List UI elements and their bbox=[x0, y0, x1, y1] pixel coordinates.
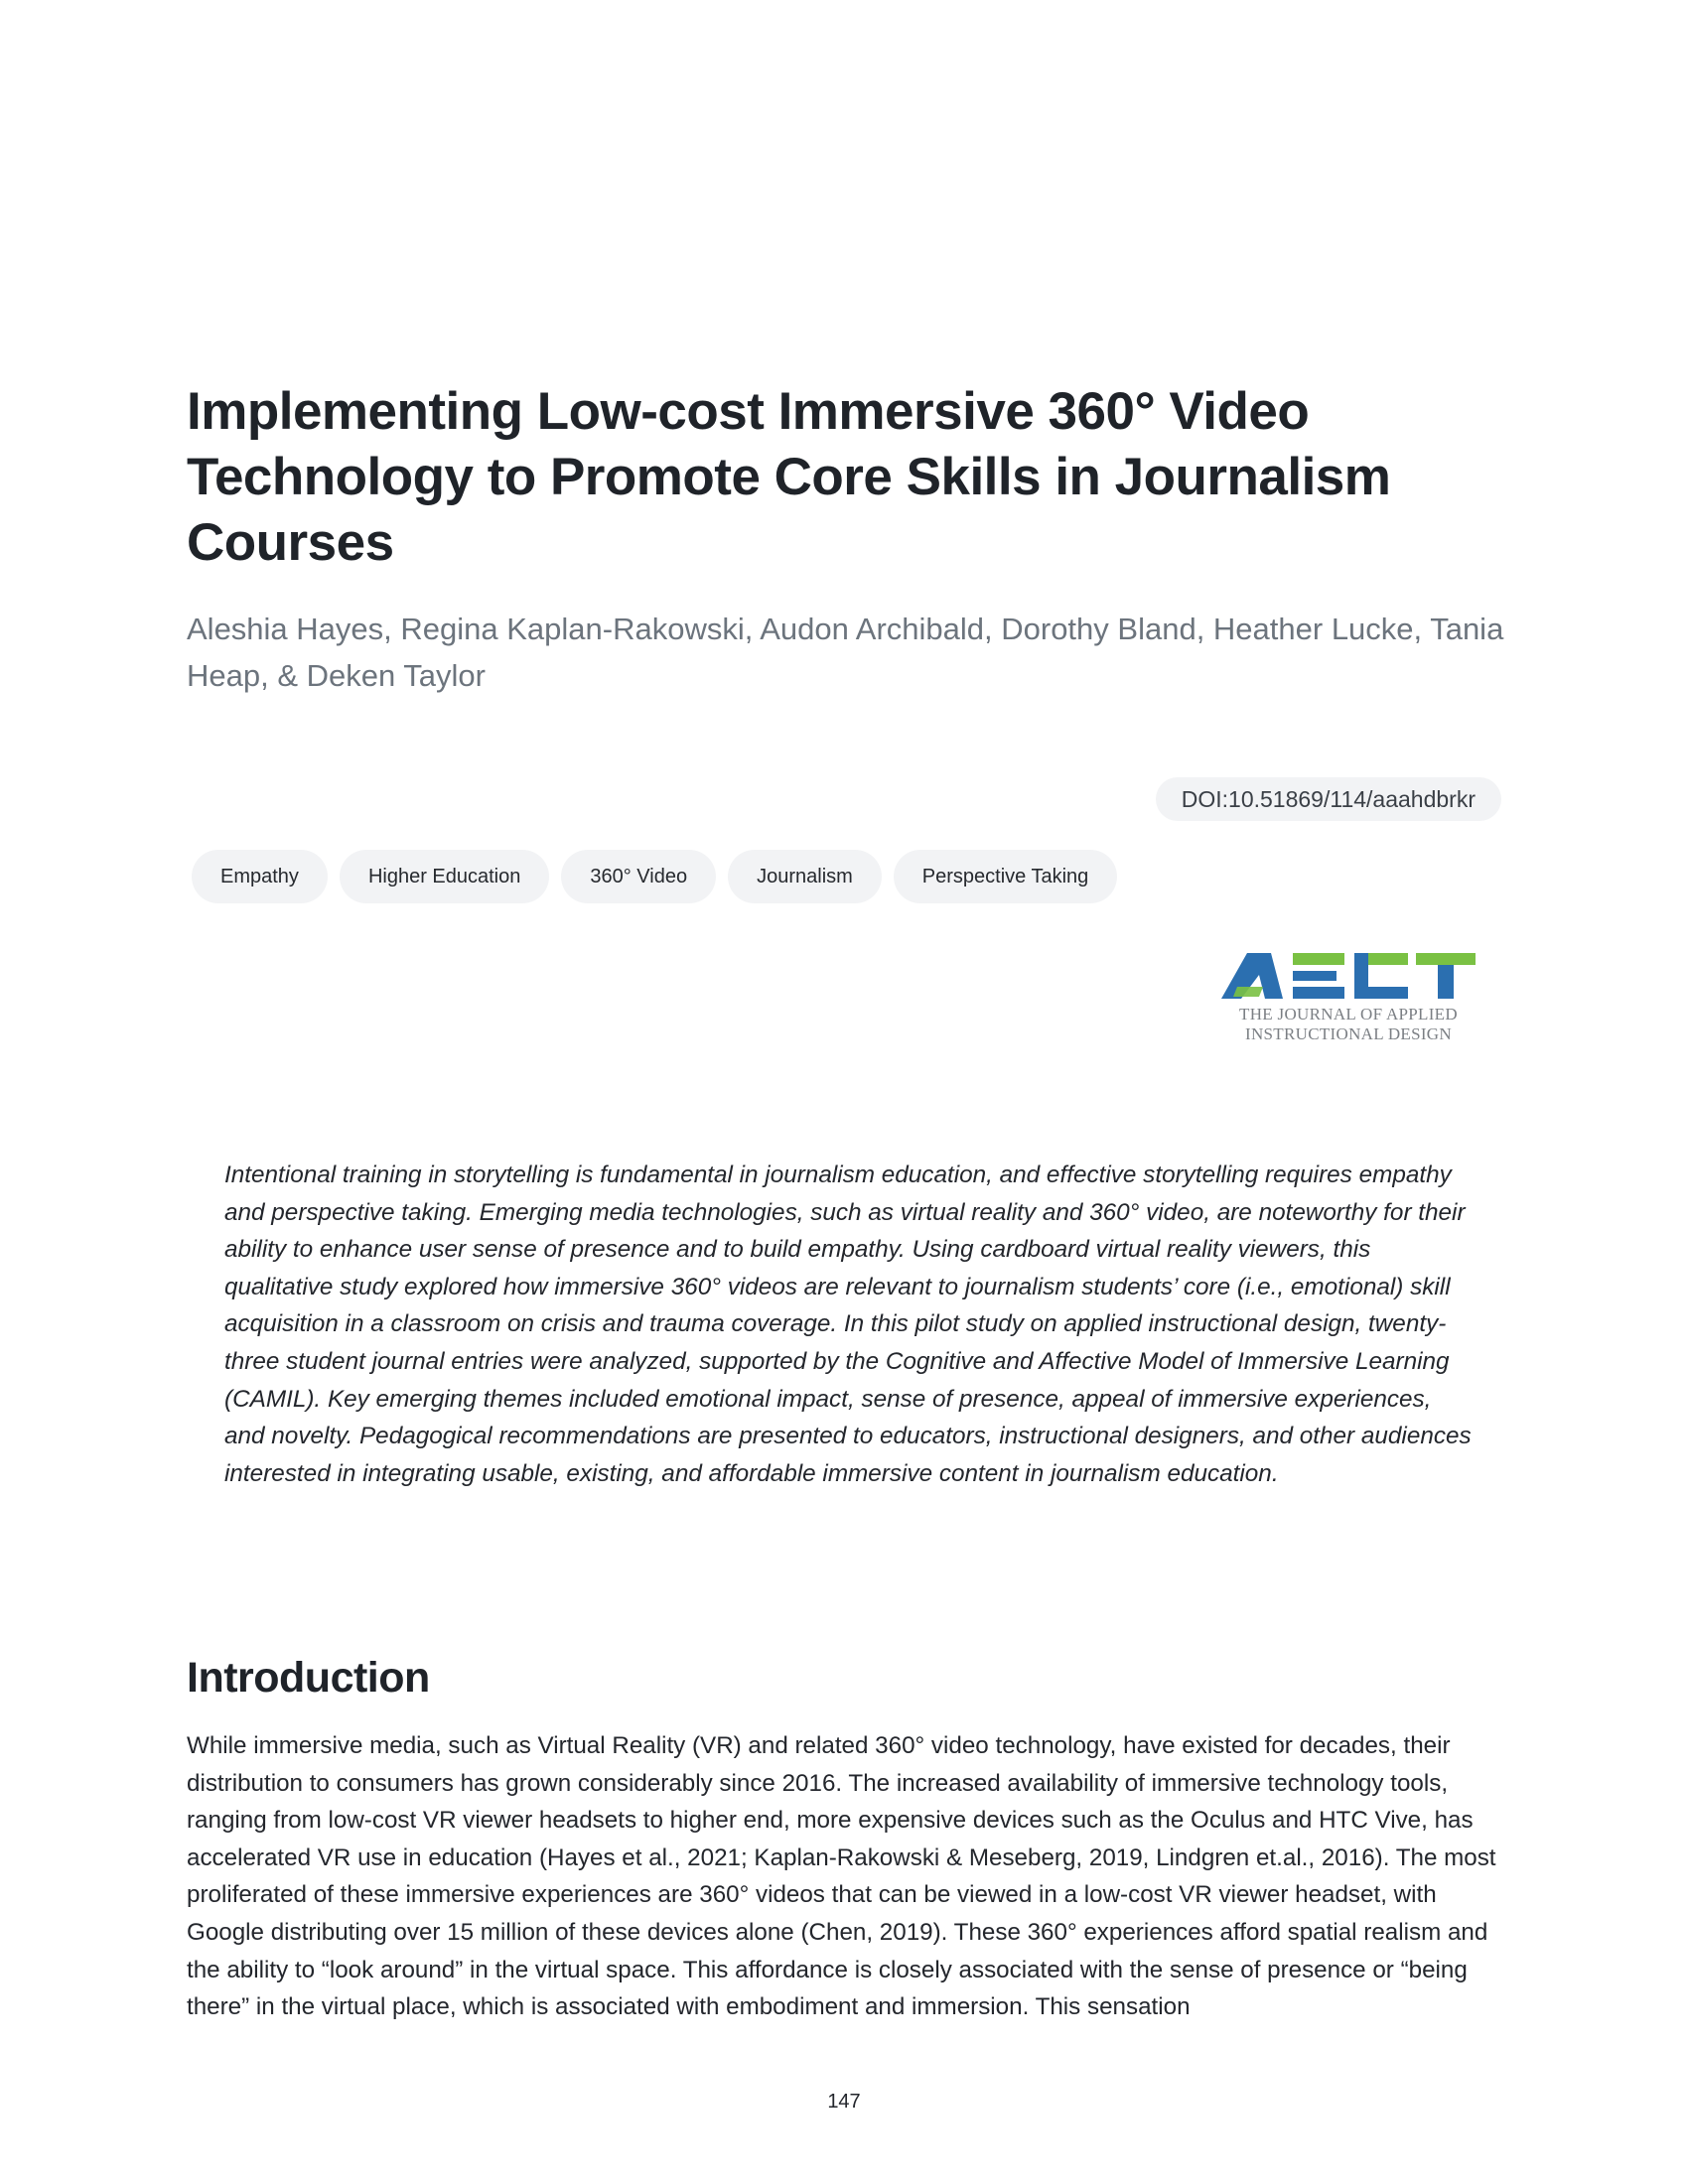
introduction-paragraph: While immersive media, such as Virtual Reality (VR) and related 360° video technology, have existed for decades, their distribution to consumers has grown considerably since 2016. The increased availability of immersive technology tools, ranging from low-cost VR viewer headsets to higher end, more expensive devices such as the Oculus and HTC Vive, has accelerated VR use in education (Hayes et al., 2021; Kaplan-Rakowski & Meseberg, 2019, Lindgren et.al., 2016). The most proliferated of these immersive experiences are 360° videos that can be viewed in a low-cost VR viewer headset, with Google distributing over 15 million of these devices alone (Chen, 2019). These 360° experiences afford spatial realism and the ability to “look around” in the virtual space. This affordance is closely associated with the sense of presence or “being there” in the virtual place, which is associated with embodiment and immersion. This sensation bbox=[187, 1732, 1496, 2021]
keyword-tag-higher-education[interactable]: Higher Education bbox=[340, 850, 549, 903]
keyword-tag-360-video[interactable]: 360° Video bbox=[561, 850, 716, 903]
page-number: 147 bbox=[827, 2091, 861, 2113]
doi-badge[interactable]: DOI:10.51869/114/aaahdbrkr bbox=[1156, 777, 1501, 821]
author-list: Aleshia Hayes, Regina Kaplan-Rakowski, Audon Archibald, Dorothy Bland, Heather Lucke, Tania Heap, & Deken Taylor bbox=[187, 612, 1504, 693]
journal-logo bbox=[1209, 941, 1487, 1052]
section-heading-introduction: Introduction bbox=[187, 1654, 430, 1702]
article-title: Implementing Low-cost Immersive 360° Video Technology to Promote Core Skills in Journalism Courses bbox=[187, 382, 1391, 572]
keyword-tag-perspective-taking[interactable]: Perspective Taking bbox=[894, 850, 1118, 903]
keyword-tags bbox=[192, 850, 1117, 903]
keyword-tag-journalism[interactable]: Journalism bbox=[728, 850, 882, 903]
aect-wordmark-logo bbox=[1219, 951, 1477, 1001]
keyword-tag-empathy[interactable]: Empathy bbox=[192, 850, 328, 903]
abstract: Intentional training in storytelling is fundamental in journalism education, and effective storytelling requires empathy and perspective taking. Emerging media technologies, such as virtual reality and 360° video, are noteworthy for their ability to enhance user sense of presence and to build empathy. Using cardboard virtual reality viewers, this qualitative study explored how immersive 360° videos are relevant to journalism students’ core (i.e., emotional) skill acquisition in a classroom on crisis and trauma coverage. In this pilot study on applied instructional design, twenty-three student journal entries were analyzed, supported by the Cognitive and Affective Model of Immersive Learning (CAMIL). Key emerging themes included emotional impact, sense of presence, appeal of immersive experiences, and novelty. Pedagogical recommendations are presented to educators, instructional designers, and other audiences interested in integrating usable, existing, and affordable immersive content in journalism education. bbox=[224, 1161, 1472, 1487]
logo-journal-name-line-2: INSTRUCTIONAL DESIGN bbox=[1245, 1024, 1452, 1043]
logo-journal-name-line-1: THE JOURNAL OF APPLIED bbox=[1239, 1005, 1458, 1024]
